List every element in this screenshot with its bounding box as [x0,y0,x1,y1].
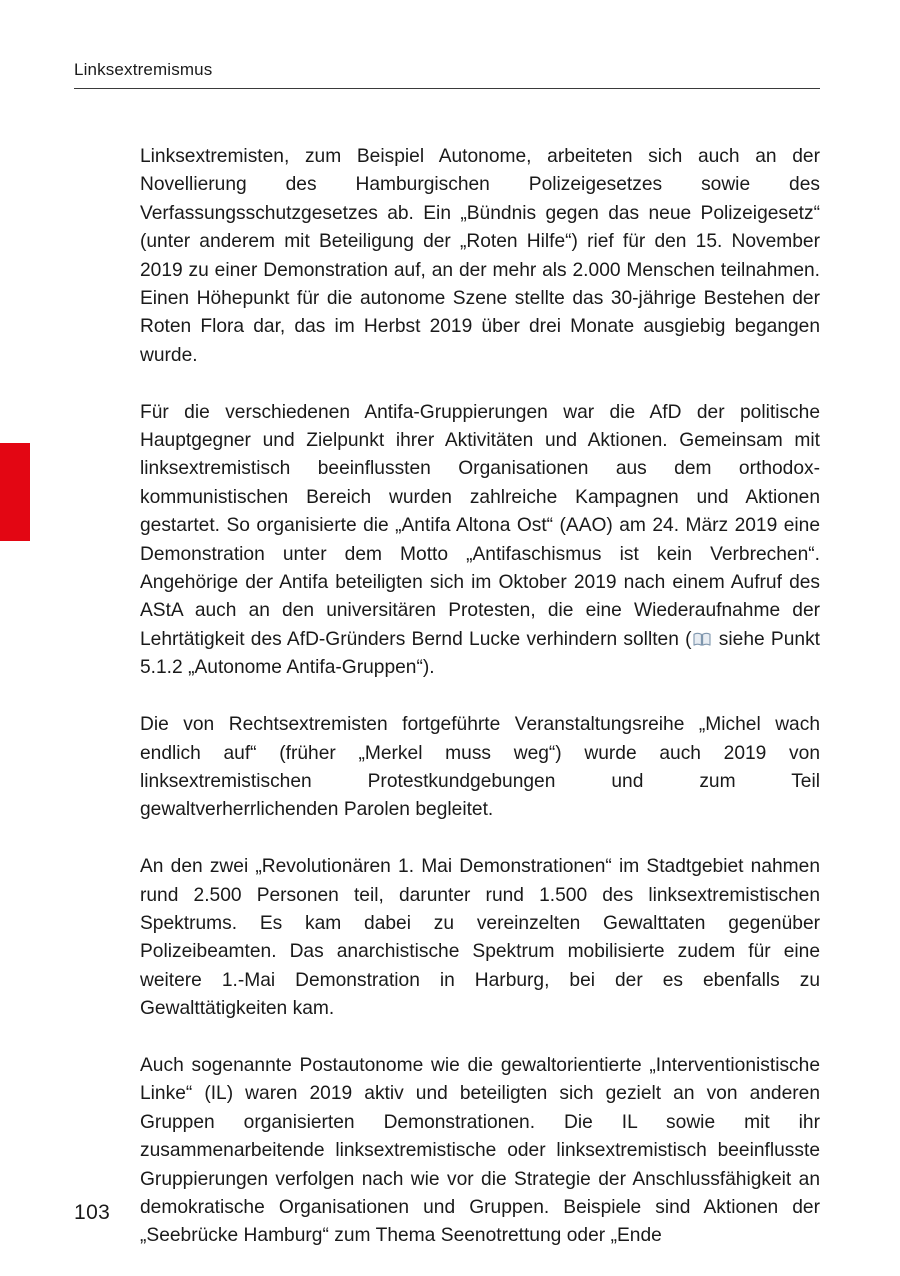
paragraph-text-after-reference: siehe Punkt 5.1.2 „Autonome Antifa-Gruppen“). [140,628,820,679]
section-margin-tab [0,443,30,541]
paragraph: Auch sogenannte Postautonome wie die gewaltorientierte „Interventionistische Linke“ (IL) waren 2019 aktiv und beteiligten sich gezielt an von anderen Gruppen organisierten Demonstrationen. Die IL sowie mit ihr zusammenarbeitende linksextremistische oder linksextremistisch beeinflusste Gruppierungen verfolgen nach wie vor die Strategie der Anschlussfähigkeit an demokratische Organisationen und Gruppen. Beispiele sind Aktionen der „Seebrücke Hamburg“ zum Thema Seenotrettung oder „Ende [140,1054,820,1247]
paragraph-text-before-reference: Für die verschiedenen Antifa-Gruppierungen war die AfD der politische Hauptgegner und Zielpunkt ihrer Aktivitäten und Aktionen. Gemeinsam mit linksextremistisch beeinflussten Organisationen aus dem orthodox-kommunistischen Bereich wurden zahlreiche Kampagnen und Aktionen gestartet. So organisierte die „Antifa Altona Ost“ (AAO) am 24. März 2019 eine Demonstration unter dem Motto „Antifaschismus ist kein Verbrechen“. Angehörige der Antifa beteiligten sich im Oktober 2019 nach einem Aufruf des AStA auch an den universitären Protesten, die eine Wiederaufnahme der Lehrtätigkeit des AfD-Gründers Bernd Lucke verhindern sollten ( [140,401,820,650]
open-book-icon [693,632,711,647]
body-text-column [140,143,820,1251]
paragraph: Die von Rechtsextremisten fortgeführte Veranstaltungsreihe „Michel wach endlich auf“ (früher „Merkel muss weg“) wurde auch 2019 von linksextremistischen Protestkundgebungen und zum Teil gewaltverherrlichenden Parolen begleitet. [140,714,820,821]
running-head-title: Linksextremismus [74,60,213,79]
paragraph: Linksextremisten, zum Beispiel Autonome, arbeiteten sich auch an der Novellierung des Hamburgischen Polizeigesetzes sowie des Verfassungsschutzgesetzes ab. Ein „Bündnis gegen das neue Polizeigesetz“ (unter anderem mit Beteiligung der „Roten Hilfe“) rief für den 15. November 2019 zu einer Demonstration auf, an der mehr als 2.000 Menschen teilnahmen. Einen Höhepunkt für die autonome Szene stellte das 30-jährige Bestehen der Roten Flora dar, das im Herbst 2019 über drei Monate ausgiebig begangen wurde. [140,146,820,366]
running-head-rule [74,88,820,89]
page-number: 103 [74,1201,111,1224]
running-head [74,58,820,89]
paragraph [140,399,820,683]
paragraph: An den zwei „Revolutionären 1. Mai Demonstrationen“ im Stadtgebiet nahmen rund 2.500 Personen teil, darunter rund 1.500 des linksextremistischen Spektrums. Es kam dabei zu vereinzelten Gewalttaten gegenüber Polizeibeamten. Das anarchistische Spektrum mobilisierte zudem für eine weitere 1.-Mai Demonstration in Harburg, bei der es ebenfalls zu Gewalttätigkeiten kam. [140,856,820,1020]
